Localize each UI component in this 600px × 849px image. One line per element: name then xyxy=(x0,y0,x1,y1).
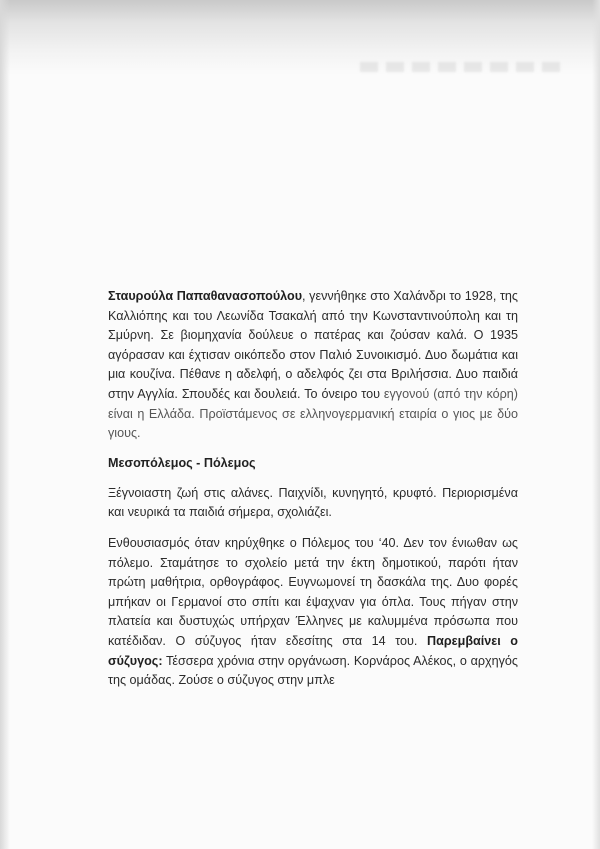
war-paragraph xyxy=(108,534,518,691)
bio-text-faded: εγγονού (από την κόρη) είναι η Ελλάδα. Προϊστάμενος σε ελληνογερμανική εταιρία ο γιος με δύο γιους. xyxy=(108,386,518,441)
section-heading: Μεσοπόλεμος - Πόλεμος xyxy=(108,455,256,470)
document-body xyxy=(108,287,518,691)
childhood-paragraph: Ξέγνοιαστη ζωή στις αλάνες. Παιχνίδι, κυνηγητό, κρυφτό. Περιορισμένα και νευρικά τα παιδιά σήμερα, σχολιάζει. xyxy=(108,485,518,520)
paragraph-gap xyxy=(108,523,518,534)
bio-text: , γεννήθηκε στο Χαλάνδρι το 1928, της Καλλιόπης και του Λεωνίδα Τσακαλή από την Κωνσταντινούπολη και τη Σμύρνη. Σε βιομηχανία δούλευε ο πατέρας και ζούσαν καλά. Ο 1935 αγόρασαν και έχτισαν οικόπεδο στον Παλιό Συνοικισμό. Δυο δωμάτια και μια κουζίνα. Πέθανε η αδελφή, ο αδελφός ζει στα Βριλήσσια. Δυο παιδιά στην Αγγλία. Σπουδές και δουλειά. Το όνειρο του xyxy=(108,289,518,401)
war-text-tail: Τέσσερα χρόνια στην οργάνωση. Κορνάρος Αλέκος, ο αρχηγός της ομάδας. Ζούσε ο σύζυγος στην μπλε xyxy=(108,653,518,688)
bleed-through-marks xyxy=(360,62,560,72)
scanner-shadow-left xyxy=(0,0,10,849)
war-text: Ενθουσιασμός όταν κηρύχθηκε ο Πόλεμος του ‘40. Δεν τον ένιωθαν ως πόλεμο. Σταμάτησε το σχολείο μετά την έκτη δημοτικού, παρότι ήταν πρώτη μαθήτρια, ορθογράφος. Ευγνωμονεί τη δασκάλα της. Δυο φορές μπήκαν οι Γερμανοί στο σπίτι και έψαχναν για όπλα. Τους πήγαν στην πλατεία και δυστυχώς υπήρχαν Έλληνες με καλυμμένα πρόσωπα που κατέδιδαν. Ο σύζυγος ήταν εδεσίτης στα 14 του. xyxy=(108,535,518,648)
interjection-label: Παρεμβαίνει ο σύζυγος: xyxy=(108,633,518,668)
bio-paragraph xyxy=(108,287,518,444)
person-name: Σταυρούλα Παπαθανασοπούλου xyxy=(108,289,303,303)
scanner-shadow-right xyxy=(592,0,600,849)
